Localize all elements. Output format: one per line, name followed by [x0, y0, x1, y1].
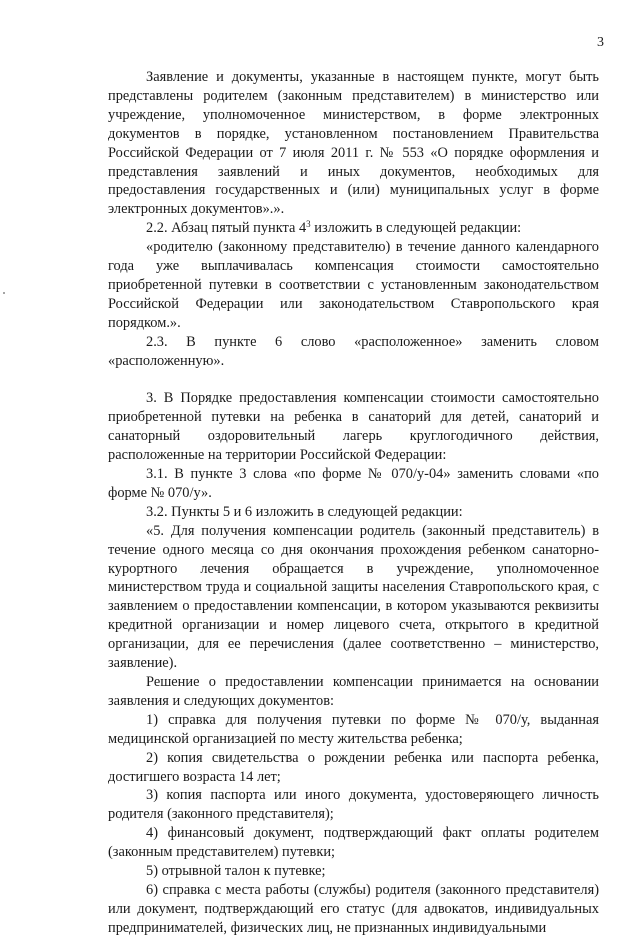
paragraph-decision: Решение о предоставлении компенсации принимается на основании заявления и следующих документов:: [108, 673, 599, 709]
item-2-2-text: 2.2. Абзац пятый пункта 4: [146, 220, 307, 237]
list-item-6: 6) справка с места работы (службы) родителя (законного представителя) или документ, подтверждающий его статус (для адвокатов, индивидуальных предпринимателей, физических лиц, не признанных индивидуальными: [108, 881, 599, 936]
item-2-2-superscript: 3: [306, 219, 311, 230]
list-item-4: 4) финансовый документ, подтверждающий факт оплаты родителем (законным представителем) путевки;: [108, 825, 599, 861]
paragraph-electronic-submission: Заявление и документы, указанные в настоящем пункте, могут быть представлены родителем (законным представителем) в министерство или учреждение, уполномоченное министерством, в форме электронных документов в порядке, установленном постановлением Правительства Российской Федерации от 7 июля 2011 г. № 553 «О порядке оформления и представления заявлений и иных документов, необходимых для предоставления государственных и (или) муниципальных услуг в форме электронных документов».».: [108, 69, 599, 218]
paragraph-item-3-2: 3.2. Пункты 5 и 6 изложить в следующей редакции:: [146, 503, 463, 520]
list-item-5: 5) отрывной талон к путевке;: [146, 863, 326, 880]
item-2-2-text-end: изложить в следующей редакции:: [310, 220, 522, 237]
paragraph-quote-2-2: «родителю (законному представителю) в течение данного календарного года уже выплачивалась компенсация стоимости самостоятельно приобретенной путевки в соответствии с установленным законодательством Российской Федерации или законодательством Ставропольского края порядком.».: [108, 239, 599, 331]
page-number: 3: [597, 35, 604, 50]
scan-margin-mark: [3, 292, 5, 294]
document-body: [108, 68, 599, 938]
paragraph-item-2-3: 2.3. В пункте 6 слово «расположенное» заменить словом «расположенную».: [108, 333, 599, 369]
list-item-2: 2) копия свидетельства о рождении ребенка или паспорта ребенка, достигшего возраста 14 лет;: [108, 749, 599, 785]
paragraph-item-2-2: [108, 219, 599, 238]
paragraph-section-3: 3. В Порядке предоставления компенсации стоимости самостоятельно приобретенной путевки на ребенка в санаторий для детей, санаторий и санаторный оздоровительный лагерь круглогодичного действия, расположенные на территории Российской Федерации:: [108, 390, 599, 464]
list-item-1: 1) справка для получения путевки по форме № 070/у, выданная медицинской организацией по месту жительства ребенка;: [108, 711, 599, 747]
paragraph-item-3-1: 3.1. В пункте 3 слова «по форме № 070/у-04» заменить словами «по форме № 070/у».: [108, 466, 599, 501]
paragraph-item-5: «5. Для получения компенсации родитель (законный представитель) в течение одного месяца со дня окончания прохождения ребенком санаторно-курортного лечения обращается в учреждение, уполномоченное министерством труда и социальной защиты населения Ставропольского края, с заявлением о предоставлении компенсации, в котором указываются реквизиты кредитной организации и номер лицевого счета, открытого в кредитной организации, для ее перечисления (далее соответственно – министерство, заявление).: [108, 522, 599, 672]
list-item-3: 3) копия паспорта или иного документа, удостоверяющего личность родителя (законного представителя);: [108, 787, 599, 823]
